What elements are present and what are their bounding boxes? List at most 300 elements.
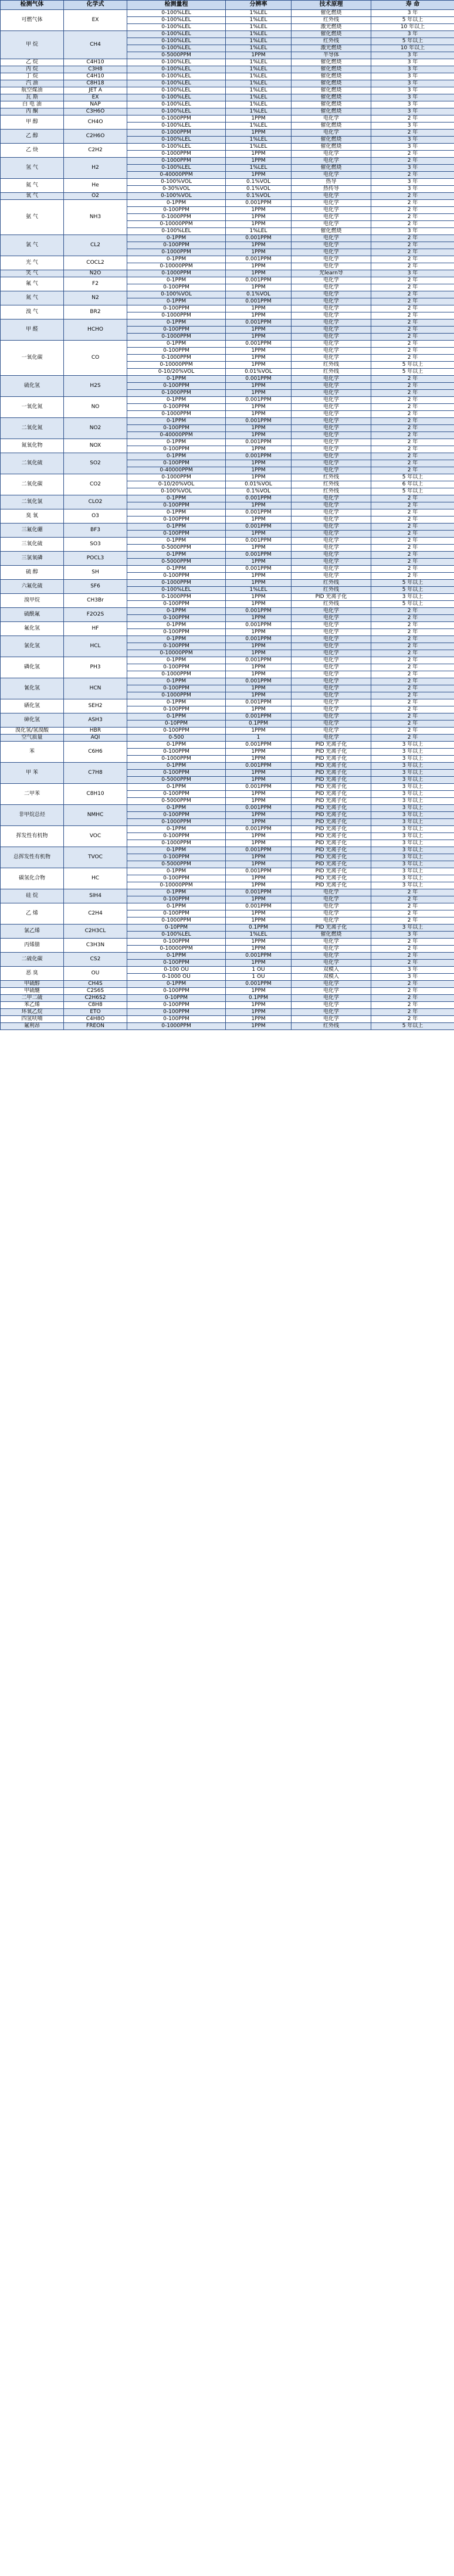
cell-range: 0-10000PPM <box>127 362 226 369</box>
cell-technology: 催化燃烧 <box>292 80 371 87</box>
cell-resolution: 1PPM <box>226 411 292 418</box>
cell-range: 0-1000PPM <box>127 334 226 341</box>
cell-resolution: 1%LEL <box>226 144 292 151</box>
cell-technology: 电化学 <box>292 636 371 643</box>
cell-technology: 红外线 <box>292 601 371 608</box>
cell-formula: C2H4 <box>64 903 127 925</box>
cell-technology: 电化学 <box>292 981 371 988</box>
cell-gas-name: 甲 醇 <box>1 115 64 130</box>
cell-range: 0-100PPM <box>127 573 226 580</box>
cell-formula: EX <box>64 10 127 31</box>
cell-technology: 红外线 <box>292 369 371 376</box>
table-row <box>1 713 454 721</box>
cell-gas-name: 可燃气体 <box>1 10 64 31</box>
cell-formula: C7H8 <box>64 763 127 784</box>
cell-range: 0-1PPM <box>127 636 226 643</box>
cell-technology: 电化学 <box>292 566 371 573</box>
cell-gas-name: 白 电 油 <box>1 101 64 108</box>
cell-resolution: 1PPM <box>226 270 292 277</box>
cell-life: 3 年 <box>371 179 454 186</box>
cell-gas-name: 硒化氢 <box>1 699 64 713</box>
cell-range: 0-100%LEL <box>127 932 226 939</box>
cell-gas-name: 恶 臭 <box>1 967 64 981</box>
table-row <box>1 889 454 896</box>
cell-gas-name: 氯 气 <box>1 235 64 256</box>
cell-technology: 电化学 <box>292 713 371 721</box>
cell-range: 0-1PPM <box>127 509 226 516</box>
spec-table <box>0 0 454 1030</box>
cell-gas-name: 丙 酮 <box>1 108 64 115</box>
cell-resolution: 1PPM <box>226 728 292 735</box>
cell-gas-name: 航空煤油 <box>1 87 64 94</box>
cell-resolution: 0.001PPM <box>226 847 292 854</box>
cell-resolution: 1PPM <box>226 284 292 291</box>
cell-resolution: 1PPM <box>226 172 292 179</box>
table-row <box>1 94 454 101</box>
cell-range: 0-100PPM <box>127 664 226 671</box>
cell-formula: F2O2S <box>64 608 127 622</box>
cell-technology: 电化学 <box>292 334 371 341</box>
cell-range: 0-40000PPM <box>127 467 226 474</box>
cell-life: 2 年 <box>371 284 454 291</box>
cell-resolution: 1PPM <box>226 861 292 868</box>
cell-range: 0-100PPM <box>127 812 226 819</box>
cell-gas-name: 乙 炔 <box>1 144 64 158</box>
cell-technology: 电化学 <box>292 545 371 552</box>
cell-resolution: 1PPM <box>226 798 292 805</box>
cell-technology: 电化学 <box>292 735 371 742</box>
cell-resolution: 0.1PPM <box>226 995 292 1002</box>
cell-technology: 电化学 <box>292 917 371 925</box>
cell-resolution: 1PPM <box>226 242 292 249</box>
cell-technology: 电化学 <box>292 531 371 538</box>
cell-life: 5 年以上 <box>371 17 454 24</box>
table-row <box>1 144 454 151</box>
cell-resolution: 1PPM <box>226 1009 292 1016</box>
cell-life: 3 年以上 <box>371 875 454 882</box>
cell-resolution: 0.001PPM <box>226 298 292 305</box>
cell-life: 2 年 <box>371 524 454 531</box>
cell-resolution: 0.001PPM <box>226 608 292 615</box>
cell-resolution: 1PPM <box>226 531 292 538</box>
cell-formula: CL2 <box>64 235 127 256</box>
cell-life: 3 年以上 <box>371 763 454 770</box>
cell-formula: SO2 <box>64 453 127 474</box>
cell-range: 0-100PPM <box>127 643 226 650</box>
cell-life: 2 年 <box>371 685 454 692</box>
cell-resolution: 1PPM <box>226 833 292 840</box>
table-row <box>1 608 454 615</box>
cell-range: 0-100PPM <box>127 854 226 861</box>
cell-technology: 电化学 <box>292 298 371 305</box>
cell-resolution: 1PPM <box>226 594 292 601</box>
cell-formula: SEH2 <box>64 699 127 713</box>
cell-technology: 电化学 <box>292 172 371 179</box>
cell-life: 3 年以上 <box>371 791 454 798</box>
table-row <box>1 1002 454 1009</box>
cell-resolution: 0.001PPM <box>226 439 292 446</box>
cell-technology: 催化燃烧 <box>292 73 371 80</box>
cell-resolution: 1PPM <box>226 749 292 756</box>
cell-life: 2 年 <box>371 988 454 995</box>
cell-technology: PID 光离子化 <box>292 784 371 791</box>
cell-range: 0-1PPM <box>127 439 226 446</box>
cell-gas-name: 砷化氢 <box>1 713 64 728</box>
cell-life: 3 年以上 <box>371 840 454 847</box>
cell-resolution: 1PPM <box>226 432 292 439</box>
table-row <box>1 925 454 932</box>
cell-life: 2 年 <box>371 327 454 334</box>
cell-life: 3 年 <box>371 94 454 101</box>
cell-technology: 电化学 <box>292 721 371 728</box>
cell-gas-name: 硫 醇 <box>1 566 64 580</box>
cell-technology: 催化燃烧 <box>292 932 371 939</box>
cell-range: 0-100PPM <box>127 284 226 291</box>
cell-technology: 电化学 <box>292 446 371 453</box>
cell-life: 2 年 <box>371 432 454 439</box>
cell-life: 3 年 <box>371 10 454 17</box>
cell-technology: 电化学 <box>292 404 371 411</box>
cell-gas-name: 六氟化硫 <box>1 580 64 594</box>
cell-formula: HCN <box>64 678 127 699</box>
cell-resolution: 0.001PPM <box>226 509 292 516</box>
cell-resolution: 1%LEL <box>226 108 292 115</box>
cell-life: 3 年以上 <box>371 594 454 601</box>
cell-range: 0-100PPM <box>127 615 226 622</box>
cell-life: 2 年 <box>371 692 454 699</box>
cell-life: 2 年 <box>371 552 454 559</box>
cell-life: 5 年以上 <box>371 587 454 594</box>
cell-range: 0-100PPM <box>127 516 226 524</box>
cell-technology: 电化学 <box>292 242 371 249</box>
cell-range: 0-1000PPM <box>127 411 226 418</box>
cell-formula: N2O <box>64 270 127 277</box>
table-row <box>1 87 454 94</box>
table-row <box>1 256 454 263</box>
cell-range: 0-1PPM <box>127 889 226 896</box>
cell-life: 2 年 <box>371 256 454 263</box>
cell-range: 0-100PPM <box>127 327 226 334</box>
cell-life: 2 年 <box>371 953 454 960</box>
cell-resolution: 1PPM <box>226 629 292 636</box>
cell-life: 2 年 <box>371 305 454 312</box>
cell-life: 3 年以上 <box>371 826 454 833</box>
cell-range: 0-100PPM <box>127 502 226 509</box>
cell-range: 0-5000PPM <box>127 777 226 784</box>
cell-range: 0-10/20%VOL <box>127 369 226 376</box>
cell-range: 0-100%LEL <box>127 228 226 235</box>
cell-technology: 电化学 <box>292 608 371 615</box>
cell-life: 3 年 <box>371 101 454 108</box>
cell-formula: C4H8O <box>64 1016 127 1023</box>
table-row <box>1 826 454 833</box>
cell-formula: CLO2 <box>64 495 127 509</box>
cell-gas-name: 硅 烷 <box>1 889 64 903</box>
cell-range: 0-1000PPM <box>127 214 226 221</box>
cell-gas-name: 硫化氢 <box>1 376 64 397</box>
cell-life: 2 年 <box>371 404 454 411</box>
cell-technology: 电化学 <box>292 664 371 671</box>
cell-life: 2 年 <box>371 671 454 678</box>
cell-formula: ASH3 <box>64 713 127 728</box>
cell-life: 2 年 <box>371 1002 454 1009</box>
cell-life: 3 年以上 <box>371 784 454 791</box>
cell-life: 3 年以上 <box>371 882 454 889</box>
table-row <box>1 735 454 742</box>
cell-technology: PID 光离子化 <box>292 763 371 770</box>
cell-technology: 电化学 <box>292 650 371 657</box>
cell-technology: 电化学 <box>292 263 371 270</box>
cell-technology: 电化学 <box>292 509 371 516</box>
table-row <box>1 235 454 242</box>
cell-gas-name: 氢 气 <box>1 158 64 179</box>
cell-life: 2 年 <box>371 735 454 742</box>
cell-resolution: 1PPM <box>226 601 292 608</box>
cell-gas-name: 苯乙烯 <box>1 1002 64 1009</box>
cell-resolution: 0.001PPM <box>226 657 292 664</box>
cell-formula: OU <box>64 967 127 981</box>
cell-life: 3 年 <box>371 228 454 235</box>
cell-gas-name: 甲 苯 <box>1 763 64 784</box>
cell-formula: H2 <box>64 158 127 179</box>
cell-technology: 电化学 <box>292 495 371 502</box>
cell-technology: 电化学 <box>292 249 371 256</box>
cell-technology: PID 光离子化 <box>292 805 371 812</box>
table-row <box>1 566 454 573</box>
cell-resolution: 1%LEL <box>226 10 292 17</box>
cell-formula: HCL <box>64 636 127 657</box>
cell-range: 0-100%LEL <box>127 80 226 87</box>
cell-technology: 电化学 <box>292 516 371 524</box>
table-row <box>1 988 454 995</box>
cell-resolution: 1PPM <box>226 685 292 692</box>
cell-range: 0-5000PPM <box>127 559 226 566</box>
cell-formula: HBR <box>64 728 127 735</box>
cell-life: 2 年 <box>371 502 454 509</box>
cell-range: 0-1PPM <box>127 763 226 770</box>
cell-gas-name: 汽 油 <box>1 80 64 87</box>
cell-technology: 电化学 <box>292 214 371 221</box>
cell-formula: NH3 <box>64 200 127 235</box>
cell-resolution: 0.1%VOL <box>226 186 292 193</box>
cell-resolution: 0.001PPM <box>226 566 292 573</box>
cell-technology: 电化学 <box>292 256 371 263</box>
cell-resolution: 0.001PPM <box>226 826 292 833</box>
cell-life: 2 年 <box>371 566 454 573</box>
cell-range: 0-1PPM <box>127 953 226 960</box>
cell-range: 0-1000PPM <box>127 474 226 481</box>
cell-formula: VOC <box>64 826 127 847</box>
cell-technology: 电化学 <box>292 397 371 404</box>
cell-resolution: 1PPM <box>226 643 292 650</box>
cell-technology: 电化学 <box>292 305 371 312</box>
cell-resolution: 1%LEL <box>226 38 292 45</box>
cell-technology: 电化学 <box>292 383 371 390</box>
cell-resolution: 1 <box>226 735 292 742</box>
cell-formula: N2 <box>64 291 127 305</box>
cell-resolution: 0.1PPM <box>226 925 292 932</box>
cell-resolution: 1PPM <box>226 130 292 137</box>
cell-range: 0-100%LEL <box>127 10 226 17</box>
cell-resolution: 1PPM <box>226 390 292 397</box>
cell-formula: BR2 <box>64 305 127 320</box>
cell-life: 2 年 <box>371 425 454 432</box>
cell-resolution: 1%LEL <box>226 165 292 172</box>
cell-resolution: 1PPM <box>226 221 292 228</box>
cell-range: 0-100%LEL <box>127 66 226 73</box>
cell-technology: 电化学 <box>292 207 371 214</box>
cell-life: 3 年以上 <box>371 770 454 777</box>
cell-resolution: 0.001PPM <box>226 320 292 327</box>
table-row <box>1 115 454 123</box>
cell-resolution: 1PPM <box>226 334 292 341</box>
table-row <box>1 179 454 186</box>
col-header-formula: 化学式 <box>64 1 127 10</box>
table-row <box>1 1016 454 1023</box>
table-row <box>1 130 454 137</box>
cell-range: 0-1000PPM <box>127 692 226 699</box>
cell-resolution: 1PPM <box>226 1002 292 1009</box>
cell-formula: ETO <box>64 1009 127 1016</box>
cell-technology: 双模入 <box>292 974 371 981</box>
cell-life: 2 年 <box>371 903 454 910</box>
cell-life: 10 年以上 <box>371 24 454 31</box>
cell-gas-name: 空气质量 <box>1 735 64 742</box>
table-row <box>1 1023 454 1030</box>
cell-resolution: 1PPM <box>226 756 292 763</box>
cell-resolution: 1PPM <box>226 348 292 355</box>
cell-technology: PID 光离子化 <box>292 777 371 784</box>
cell-range: 0-1PPM <box>127 566 226 573</box>
cell-range: 0-1000PPM <box>127 130 226 137</box>
cell-range: 0-100%LEL <box>127 31 226 38</box>
cell-range: 0-100PPM <box>127 833 226 840</box>
cell-technology: 红外线 <box>292 17 371 24</box>
cell-technology: 催化燃烧 <box>292 94 371 101</box>
col-header-resolution: 分辨率 <box>226 1 292 10</box>
cell-resolution: 1PPM <box>226 383 292 390</box>
cell-gas-name: 乙 烷 <box>1 59 64 66</box>
cell-life: 2 年 <box>371 390 454 397</box>
cell-formula: SF6 <box>64 580 127 594</box>
cell-technology: 电化学 <box>292 643 371 650</box>
cell-resolution: 1PPM <box>226 615 292 622</box>
cell-formula: C8H10 <box>64 784 127 805</box>
cell-technology: PID 光离子化 <box>292 798 371 805</box>
cell-gas-name: 甲硫醚 <box>1 988 64 995</box>
cell-range: 0-100%LEL <box>127 123 226 130</box>
cell-range: 0-100PPM <box>127 875 226 882</box>
cell-range: 0-100%LEL <box>127 73 226 80</box>
cell-range: 0-100%LEL <box>127 87 226 94</box>
table-row <box>1 200 454 207</box>
cell-formula: SIH4 <box>64 889 127 903</box>
cell-range: 0-1PPM <box>127 376 226 383</box>
cell-range: 0-1PPM <box>127 453 226 460</box>
table-row <box>1 678 454 685</box>
table-row <box>1 699 454 706</box>
cell-resolution: 0.001PPM <box>226 200 292 207</box>
cell-resolution: 1PPM <box>226 467 292 474</box>
cell-range: 0-100PPM <box>127 791 226 798</box>
table-row <box>1 376 454 383</box>
cell-resolution: 1 OU <box>226 974 292 981</box>
cell-technology: 电化学 <box>292 130 371 137</box>
cell-life: 2 年 <box>371 418 454 425</box>
cell-technology: 电化学 <box>292 291 371 298</box>
cell-formula: C3H8 <box>64 66 127 73</box>
cell-technology: 催化燃烧 <box>292 108 371 115</box>
cell-life: 2 年 <box>371 995 454 1002</box>
cell-life: 3 年以上 <box>371 812 454 819</box>
cell-technology: 热导 <box>292 179 371 186</box>
cell-formula: CH4 <box>64 31 127 59</box>
cell-technology: 电化学 <box>292 341 371 348</box>
cell-formula: NOX <box>64 439 127 453</box>
cell-technology: PID 光离子化 <box>292 756 371 763</box>
cell-range: 0-100%VOL <box>127 179 226 186</box>
cell-gas-name: 总挥发性有机物 <box>1 847 64 868</box>
cell-gas-name: 丁 烷 <box>1 73 64 80</box>
cell-range: 0-1PPM <box>127 552 226 559</box>
cell-gas-name: 三氯氧磷 <box>1 552 64 566</box>
cell-range: 0-100%LEL <box>127 94 226 101</box>
cell-life: 3 年 <box>371 967 454 974</box>
cell-technology: 电化学 <box>292 1016 371 1023</box>
cell-technology: 红外线 <box>292 38 371 45</box>
cell-resolution: 0.001PPM <box>226 524 292 531</box>
cell-range: 0-100%LEL <box>127 587 226 594</box>
cell-life: 5 年以上 <box>371 601 454 608</box>
table-row <box>1 967 454 974</box>
cell-technology: 电化学 <box>292 453 371 460</box>
cell-resolution: 1PPM <box>226 559 292 566</box>
cell-resolution: 1PPM <box>226 1016 292 1023</box>
cell-formula: C2H3CL <box>64 925 127 939</box>
cell-resolution: 1PPM <box>226 960 292 967</box>
cell-life: 2 年 <box>371 509 454 516</box>
cell-gas-name: 一氧化碳 <box>1 341 64 376</box>
cell-resolution: 1%LEL <box>226 87 292 94</box>
cell-range: 0-10000PPM <box>127 221 226 228</box>
cell-technology: PID 光离子化 <box>292 882 371 889</box>
cell-gas-name: 笑 气 <box>1 270 64 277</box>
cell-gas-name: 溴甲烷 <box>1 594 64 608</box>
cell-technology: PID 光离子化 <box>292 925 371 932</box>
cell-life: 3 年以上 <box>371 833 454 840</box>
cell-life: 3 年 <box>371 73 454 80</box>
cell-range: 0-100PPM <box>127 896 226 903</box>
cell-technology: 光learn导 <box>292 270 371 277</box>
cell-range: 0-100%LEL <box>127 59 226 66</box>
cell-resolution: 0.1%VOL <box>226 179 292 186</box>
cell-formula: HC <box>64 868 127 889</box>
cell-resolution: 0.001PPM <box>226 784 292 791</box>
cell-resolution: 1PPM <box>226 425 292 432</box>
cell-range: 0-100 OU <box>127 967 226 974</box>
cell-range: 0-100PPM <box>127 960 226 967</box>
cell-resolution: 1PPM <box>226 946 292 953</box>
table-row <box>1 59 454 66</box>
cell-resolution: 0.001PPM <box>226 981 292 988</box>
table-header-row <box>1 1 454 10</box>
cell-technology: 电化学 <box>292 629 371 636</box>
table-row <box>1 657 454 664</box>
cell-formula: C6H6 <box>64 742 127 763</box>
cell-range: 0-30%VOL <box>127 186 226 193</box>
cell-technology: 催化燃烧 <box>292 31 371 38</box>
cell-life: 2 年 <box>371 545 454 552</box>
